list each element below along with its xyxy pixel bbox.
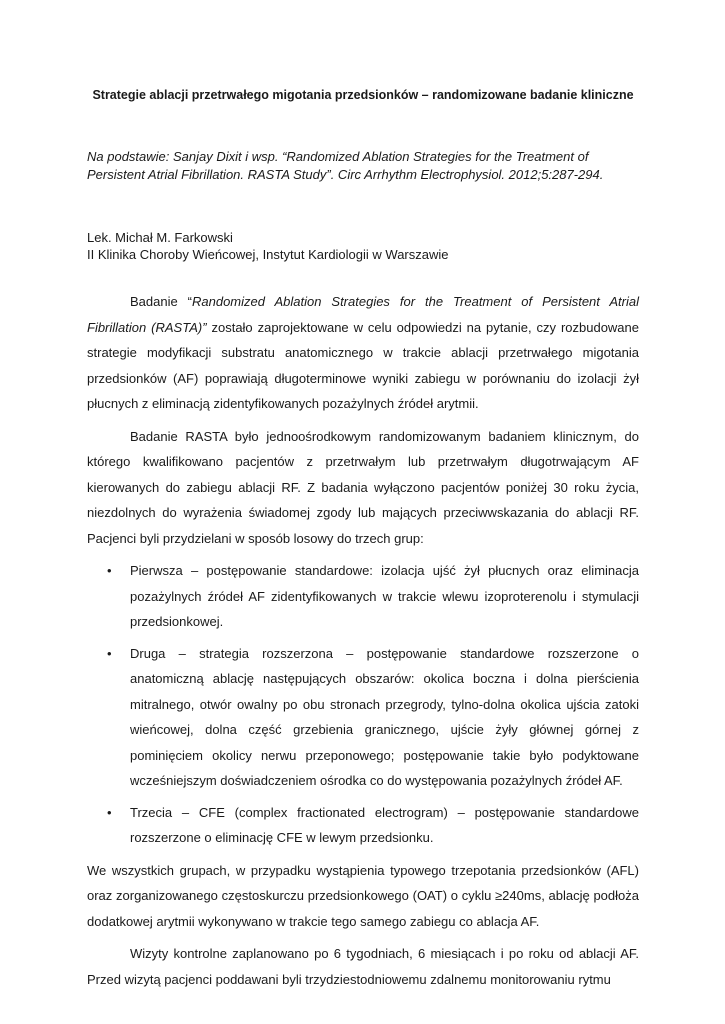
article-body [87,289,639,999]
paragraph-followup: Wizyty kontrolne zaplanowano po 6 tygodniach, 6 miesiącach i po roku od ablacji AF. Przed wizytą pacjenci poddawani byli trzydziestodniowemu zdalnemu monitorowaniu rytmu [87,946,639,987]
author-name: Lek. Michał M. Farkowski [87,230,233,245]
paragraph-methods: Badanie RASTA było jednoośrodkowym randomizowanym badaniem klinicznym, do którego kwalifikowano pacjentów z przetrwałym lub przetrwałym długotrwającym AF kierowanych do zabiegu ablacji RF. Z badania wyłączono pacjentów poniżej 30 roku życia, niezdolnych do wyrażenia świadomej zgody lub mających przeciwwskazania do ablacji RF. Pacjenci byli przydzielani w sposób losowy do trzech grup: [87,428,639,546]
group-text: Trzecia – CFE (complex fractionated electrogram) – postępowanie standardowe rozszerzone o eliminację CFE w lewym przedsionku. [130,804,639,845]
list-item [87,641,639,794]
bullet-icon: • [107,804,112,820]
intro-rest: zostało zaprojektowane w celu odpowiedzi na pytanie, czy rozbudowane strategie modyfikacji substratu anatomicznego w trakcie ablacji przetrwałego migotania przedsionków (AF) poprawiają długoterminowe wyniki zabiegu w porównaniu do izolacji żył płucnych z eliminacją zidentyfikowanych pozażylnych źródeł arytmii. [87,319,639,411]
document-title: Strategie ablacji przetrwałego migotania przedsionków – randomizowane badanie kliniczne [92,88,634,102]
intro-lead: Badanie “ [130,294,192,309]
list-item [87,800,639,851]
source-citation: Na podstawie: Sanjay Dixit i wsp. “Randomized Ablation Strategies for the Treatment of Persistent Atrial Fibrillation. RASTA Study”. Circ Arrhythm Electrophysiol. 2012;5:287-294. [87,149,604,182]
author-affiliation: II Klinika Choroby Wieńcowej, Instytut Kardiologii w Warszawie [87,247,449,262]
paragraph-intro [87,289,639,417]
group-list [87,558,639,851]
paragraph-arrhythmia: We wszystkich grupach, w przypadku wystąpienia typowego trzepotania przedsionków (AFL) oraz zorganizowanego częstoskurczu przedsionkowego (OAT) o cyklu ≥240ms, ablację podłoża dodatkowej arytmii wykonywano w trakcie tego samego zabiegu co ablacja AF. [87,862,639,929]
bullet-icon: • [107,645,112,661]
bullet-icon: • [107,563,112,578]
list-item [87,558,639,635]
group-text: Pierwsza – postępowanie standardowe: izolacja ujść żył płucnych oraz eliminacja pozażylnych źródeł AF zidentyfikowanych w trakcie wlewu izoproterenolu i stymulacji przedsionkowej. [130,563,639,629]
group-text: Druga – strategia rozszerzona – postępowanie standardowe rozszerzone o anatomiczną ablację następujących obszarów: okolica boczna i dolna pierścienia mitralnego, otwór owalny po obu stronach przegrody, tylno-dolna okolica ujścia zatoki wieńcowej, dolna część grzebienia granicznego, ujście żyły głównej górnej z pominięciem okolicy nerwu przeponowego; postępowanie takie było podyktowane wcześniejszym doświadczeniem ośrodka co do występowania pozażylnych źródeł AF. [130,645,639,788]
study-name: Randomized Ablation Strategies for the Treatment of Persistent Atrial Fibrillation (RASTA)” [87,294,639,335]
author-block [87,229,639,263]
